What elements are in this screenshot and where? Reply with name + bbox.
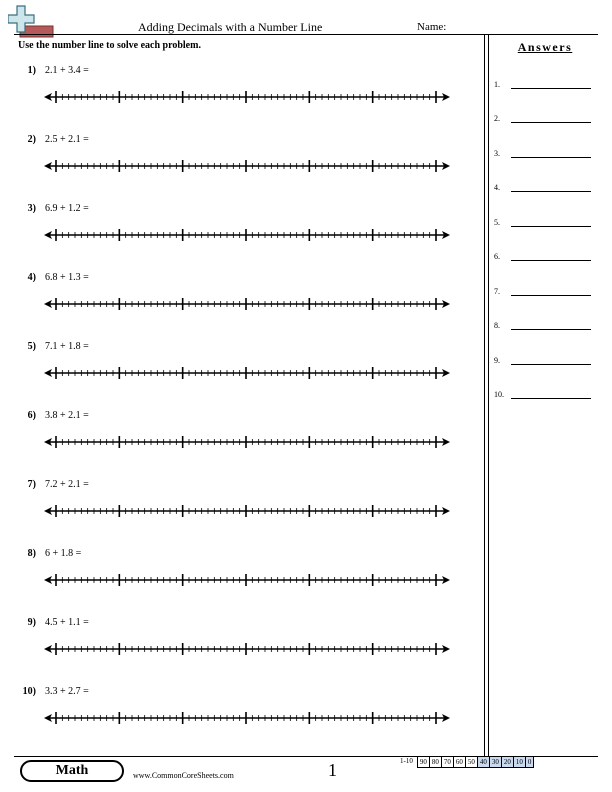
answer-label: 2. bbox=[494, 114, 500, 123]
number-line bbox=[44, 499, 450, 523]
problem-expression: 7.2 + 2.1 = bbox=[45, 479, 89, 490]
problem bbox=[20, 410, 460, 460]
answer-line bbox=[511, 191, 591, 192]
number-line bbox=[44, 154, 450, 178]
number-line bbox=[44, 292, 450, 316]
score-table bbox=[398, 756, 534, 768]
column-divider bbox=[488, 35, 489, 756]
score-cell: 60 bbox=[454, 756, 466, 768]
answer-line bbox=[511, 88, 591, 89]
answer-label: 5. bbox=[494, 218, 500, 227]
answer-label: 4. bbox=[494, 183, 500, 192]
answer-label: 9. bbox=[494, 356, 500, 365]
answer-field[interactable] bbox=[494, 114, 594, 128]
score-cell: 10 bbox=[514, 756, 526, 768]
problem-number: 9) bbox=[27, 617, 36, 628]
problem bbox=[20, 272, 460, 322]
answer-field[interactable] bbox=[494, 149, 594, 163]
answer-field[interactable] bbox=[494, 218, 594, 232]
answer-line bbox=[511, 295, 591, 296]
page-number: 1 bbox=[328, 760, 337, 780]
worksheet-title: Adding Decimals with a Number Line bbox=[138, 20, 323, 34]
number-line bbox=[44, 568, 450, 592]
number-line bbox=[44, 430, 450, 454]
answer-field[interactable] bbox=[494, 183, 594, 197]
problem-number: 3) bbox=[27, 203, 36, 214]
answer-field[interactable] bbox=[494, 356, 594, 370]
problem-expression: 3.8 + 2.1 = bbox=[45, 410, 89, 421]
instructions: Use the number line to solve each problem. bbox=[18, 40, 201, 51]
number-line bbox=[44, 706, 450, 730]
problem bbox=[20, 134, 460, 184]
answer-field[interactable] bbox=[494, 287, 594, 301]
problem-number: 2) bbox=[27, 134, 36, 145]
problem bbox=[20, 479, 460, 529]
score-cell: 0 bbox=[526, 756, 535, 768]
answer-field[interactable] bbox=[494, 321, 594, 335]
problem bbox=[20, 686, 460, 736]
website-url: www.CommonCoreSheets.com bbox=[133, 771, 234, 780]
problem-number: 10) bbox=[22, 686, 36, 697]
problem-expression: 6.8 + 1.3 = bbox=[45, 272, 89, 283]
answer-line bbox=[511, 398, 591, 399]
score-cell: 90 bbox=[417, 756, 430, 768]
score-cell: 80 bbox=[430, 756, 442, 768]
problem-expression: 4.5 + 1.1 = bbox=[45, 617, 89, 628]
answer-line bbox=[511, 157, 591, 158]
score-cell: 50 bbox=[466, 756, 478, 768]
number-line bbox=[44, 361, 450, 385]
answer-line bbox=[511, 329, 591, 330]
number-line bbox=[44, 85, 450, 109]
problem bbox=[20, 617, 460, 667]
header-rule bbox=[14, 34, 598, 35]
problem-expression: 7.1 + 1.8 = bbox=[45, 341, 89, 352]
problem-expression: 6.9 + 1.2 = bbox=[45, 203, 89, 214]
problem bbox=[20, 65, 460, 115]
number-line bbox=[44, 223, 450, 247]
problem-number: 5) bbox=[27, 341, 36, 352]
answer-field[interactable] bbox=[494, 390, 594, 404]
answer-label: 7. bbox=[494, 287, 500, 296]
score-range: 1-10 bbox=[400, 757, 413, 765]
problem-number: 1) bbox=[27, 65, 36, 76]
score-cell: 20 bbox=[502, 756, 514, 768]
name-label: Name: bbox=[417, 21, 447, 33]
problem-number: 6) bbox=[27, 410, 36, 421]
answer-line bbox=[511, 226, 591, 227]
problem-expression: 2.5 + 2.1 = bbox=[45, 134, 89, 145]
problem bbox=[20, 341, 460, 391]
problem bbox=[20, 203, 460, 253]
problem-expression: 6 + 1.8 = bbox=[45, 548, 82, 559]
answer-line bbox=[511, 260, 591, 261]
score-cell: 30 bbox=[490, 756, 502, 768]
score-cell: 70 bbox=[442, 756, 454, 768]
answer-label: 3. bbox=[494, 149, 500, 158]
answer-field[interactable] bbox=[494, 252, 594, 266]
answer-label: 8. bbox=[494, 321, 500, 330]
problem-number: 7) bbox=[27, 479, 36, 490]
answer-line bbox=[511, 122, 591, 123]
problem bbox=[20, 548, 460, 598]
subject-badge: Math bbox=[20, 760, 124, 782]
answer-label: 10. bbox=[494, 390, 504, 399]
problem-number: 8) bbox=[27, 548, 36, 559]
answer-label: 6. bbox=[494, 252, 500, 261]
score-cell: 40 bbox=[478, 756, 490, 768]
problem-expression: 3.3 + 2.7 = bbox=[45, 686, 89, 697]
problem-number: 4) bbox=[27, 272, 36, 283]
number-line bbox=[44, 637, 450, 661]
answer-line bbox=[511, 364, 591, 365]
column-divider bbox=[484, 35, 485, 756]
answers-title: Answers bbox=[517, 40, 573, 54]
answer-field[interactable] bbox=[494, 80, 594, 94]
problem-expression: 2.1 + 3.4 = bbox=[45, 65, 89, 76]
answer-label: 1. bbox=[494, 80, 500, 89]
